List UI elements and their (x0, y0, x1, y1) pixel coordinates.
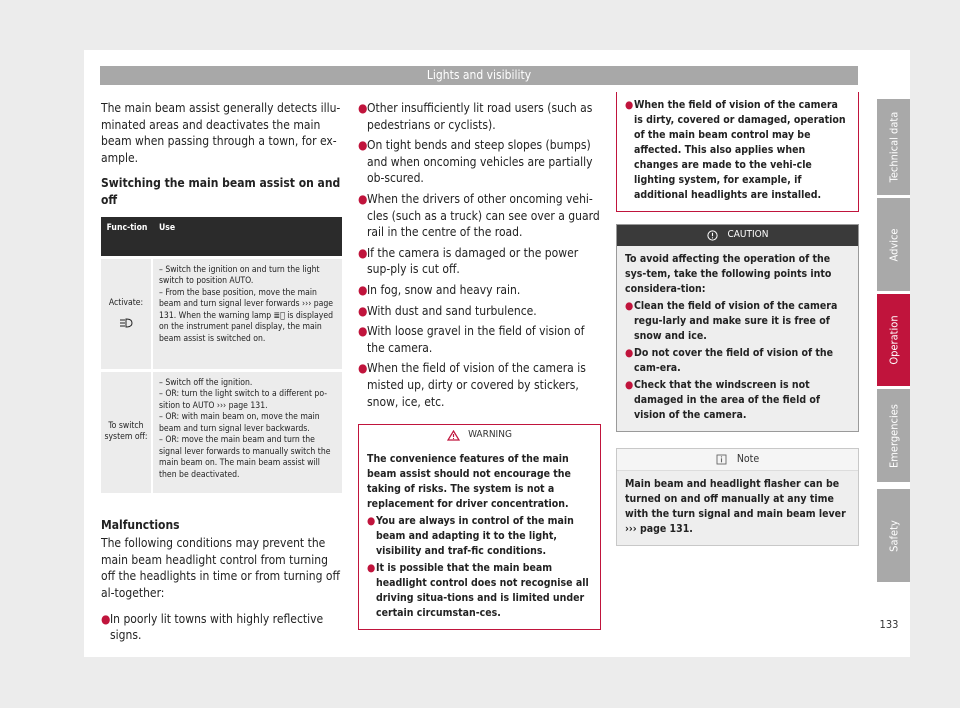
bullet-icon: ● (358, 245, 368, 260)
table-row-label: To switch system off: (101, 372, 153, 493)
table-header (101, 217, 342, 256)
table-line: – OR: turn the light switch to a different po-sition to AUTO ››› page 131. (159, 389, 328, 411)
caution-body (617, 246, 858, 431)
list-item: ● Clean the field of vision of the camera regu-larly and make sure it is free of snow and ice. (625, 300, 838, 342)
tab-operation[interactable]: Operation (877, 294, 910, 386)
caution-intro: To avoid affecting the operation of the sys-tem, take the following points into considera-tion: (625, 253, 832, 295)
caution-title: CAUTION (727, 229, 769, 241)
table-line: – From the base position, move the main beam and turn signal lever forwards ››› page 131. When the warning lamp ≣⃝ is displayed on the instrument panel display, the main beam assist is switched on. (159, 287, 334, 344)
table-row (101, 372, 342, 493)
table-row-label: Activate: (101, 259, 153, 369)
table-line: – Switch off the ignition. (159, 377, 253, 388)
bullet-icon: ● (358, 138, 368, 153)
table-line: – OR: with main beam on, move the main beam and turn signal lever backwards. (159, 412, 320, 434)
list-item: ● On tight bends and steep slopes (bumps) and when oncoming vehicles are partially ob-scured. (358, 138, 593, 186)
warning-triangle-icon (447, 430, 460, 441)
info-icon (716, 454, 727, 465)
table-line: – OR: move the main beam and turn the signal lever forwards to manually switch the main beam on. The main beam assist will then be deactivated. (159, 435, 331, 480)
warning-body-continued (617, 92, 858, 211)
column-1 (101, 100, 342, 644)
bullet-icon: ● (358, 361, 368, 376)
caution-box (616, 224, 859, 432)
list-item: ● It is possible that the main beam headlight control does not recognise all driving situa-tions and is limited under certain circumstan-ces. (367, 562, 589, 620)
malfunctions-text: The following conditions may prevent the main beam headlight control from turning off the headlights in time or from turning off al-together: (101, 536, 340, 600)
warning-body (359, 446, 600, 629)
tab-emergencies[interactable]: Emergencies (877, 389, 910, 482)
tab-technical-data[interactable]: Technical data (877, 99, 910, 195)
note-text: Main beam and headlight flasher can be turned on and off manually at any time with the turn signal and main beam lever ››› page 131. (625, 478, 846, 535)
bullet-icon: ● (101, 611, 111, 626)
warning-box (358, 424, 601, 630)
bullet-icon: ● (358, 282, 368, 297)
caution-icon (707, 230, 718, 241)
list-item: ● When the field of vision of the camera is dirty, covered or damaged, operation of the main beam control may be affected. This also applies when changes are made to the vehi-cle lighting system, for example, if additional headlights are installed. (625, 99, 846, 201)
column-3 (616, 100, 859, 546)
bullet-icon: ● (367, 515, 376, 528)
page-header: Lights and visibility (100, 66, 858, 85)
bullet-icon: ● (358, 101, 368, 115)
bullet-icon: ● (358, 303, 368, 318)
malfunctions-heading: Malfunctions (101, 517, 180, 532)
table-row-use (153, 259, 342, 369)
intro-paragraph: The main beam assist generally detects illu-minated areas and deactivates the main beam when passing through a town, for ex-ample. (101, 101, 341, 165)
list-item: ● Check that the windscreen is not damaged in the area of the field of vision of the camera. (625, 379, 820, 421)
column-2 (358, 100, 601, 630)
tab-advice[interactable]: Advice (877, 198, 910, 291)
list-item: ● In poorly lit towns with highly reflective signs. (101, 611, 324, 643)
function-table (101, 217, 342, 493)
caution-header (617, 225, 858, 246)
table-line: – Switch the ignition on and turn the light switch to position AUTO. (159, 264, 320, 287)
table-header-use: Use (159, 222, 176, 233)
list-item: ● Other insufficiently lit road users (such as pedestrians or cyclists). (358, 101, 593, 132)
bullet-icon: ● (625, 347, 634, 359)
warning-box-continued (616, 92, 859, 212)
list-item: ● Do not cover the field of vision of the cam-era. (625, 347, 834, 374)
tab-safety[interactable]: Safety (877, 489, 910, 582)
list-item: ● If the camera is damaged or the power sup-ply is cut off. (358, 245, 579, 277)
page-number: 133 (879, 618, 899, 631)
list-item: ● With loose gravel in the field of vision of the camera. (358, 324, 585, 355)
list-item: ● With dust and sand turbulence. (358, 303, 537, 318)
note-header (617, 449, 858, 471)
bullet-icon: ● (625, 99, 634, 111)
list-item: ● You are always in control of the main beam and adapting it to the light, visibility and traf-fic conditions. (367, 515, 574, 558)
table-header-function: Func-tion (106, 222, 148, 233)
note-body (617, 471, 858, 545)
bullet-icon: ● (625, 300, 634, 312)
bullet-icon: ● (358, 191, 368, 206)
note-box (616, 448, 859, 546)
table-row-use (153, 372, 342, 493)
list-item: ● When the drivers of other oncoming vehi-cles (such as a truck) can see over a guard rail in the centre of the road. (358, 191, 600, 240)
bullet-icon: ● (358, 324, 368, 339)
subheading: Switching the main beam assist on and off (101, 176, 341, 207)
warning-title: WARNING (468, 429, 512, 441)
main-beam-assist-icon (119, 317, 133, 329)
table-row (101, 259, 342, 369)
warning-intro: The convenience features of the main beam assist should not encourage the taking of risks. The system is not a replacement for driver concentration. (367, 453, 571, 511)
note-title: Note (736, 453, 760, 466)
warning-header (359, 425, 600, 446)
list-item: ● When the field of vision of the camera is misted up, dirty or covered by stickers, snow, ice, etc. (358, 361, 586, 409)
bullet-icon: ● (367, 562, 376, 575)
bullet-icon: ● (625, 379, 634, 391)
list-item: ● In fog, snow and heavy rain. (358, 282, 521, 297)
